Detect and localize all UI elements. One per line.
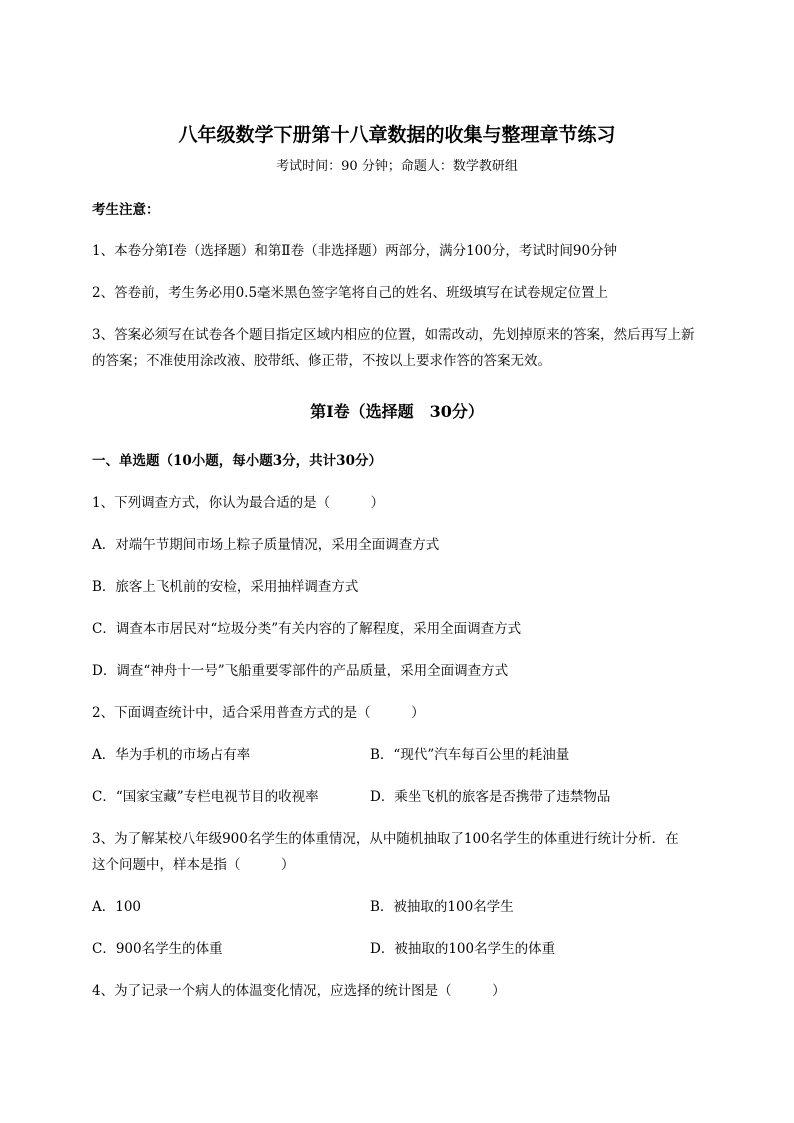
- part-heading: 一、单选题（10小题，每小题3分，共计30分）: [92, 453, 382, 469]
- page-title: 八年级数学下册第十八章数据的收集与整理章节练习: [178, 124, 616, 146]
- question-2-option-b: B．“现代”汽车每百公里的耗油量: [370, 747, 570, 763]
- question-1-stem: 1、下列调查方式，你认为最合适的是（ ）: [92, 495, 385, 511]
- question-2-option-a: A．华为手机的市场占有率: [92, 747, 251, 763]
- question-3-option-d: D．被抽取的100名学生的体重: [370, 941, 556, 957]
- question-1-option-b: B．旅客上飞机前的安检，采用抽样调查方式: [92, 579, 359, 595]
- question-3-option-b: B．被抽取的100名学生: [370, 899, 514, 915]
- notice-item: 1、本卷分第Ⅰ卷（选择题）和第Ⅱ卷（非选择题）两部分，满分100分，考试时间90分钟: [92, 243, 618, 259]
- question-4-stem: 4、为了记录一个病人的体温变化情况，应选择的统计图是（ ）: [92, 983, 506, 999]
- question-3-option-a: A．100: [92, 899, 142, 915]
- notice-item: 2、答卷前，考生务必用0.5毫米黑色签字笔将自己的姓名、班级填写在试卷规定位置上: [92, 285, 609, 301]
- question-2-option-c: C．“国家宝藏”专栏电视节目的收视率: [92, 789, 319, 805]
- question-2-option-d: D．乘坐飞机的旅客是否携带了违禁物品: [370, 789, 611, 805]
- exam-subtitle: 考试时间：90 分钟；命题人：数学教研组: [276, 159, 518, 174]
- section-title: 第Ⅰ卷（选择题 30分）: [310, 402, 484, 421]
- question-1-option-c: C．调查本市居民对“垃圾分类”有关内容的了解程度，采用全面调查方式: [92, 621, 522, 637]
- question-3-stem: 3、为了解某校八年级900名学生的体重情况，从中随机抽取了100名学生的体重进行统计分析．在: [92, 831, 679, 847]
- question-3-stem-cont: 这个问题中，样本是指（ ）: [92, 857, 295, 873]
- notice-heading: 考生注意：: [92, 202, 160, 218]
- question-3-option-c: C．900名学生的体重: [92, 941, 223, 957]
- question-1-option-a: A．对端午节期间市场上粽子质量情况，采用全面调查方式: [92, 537, 440, 553]
- question-2-stem: 2、下面调查统计中，适合采用普查方式的是（ ）: [92, 705, 425, 721]
- question-1-option-d: D．调查“神舟十一号”飞船重要零部件的产品质量，采用全面调查方式: [92, 663, 509, 679]
- notice-item: 的答案；不准使用涂改液、胶带纸、修正带，不按以上要求作答的答案无效。: [92, 353, 551, 369]
- notice-item: 3、答案必须写在试卷各个题目指定区域内相应的位置，如需改动，先划掉原来的答案，然后再写上新: [92, 327, 695, 343]
